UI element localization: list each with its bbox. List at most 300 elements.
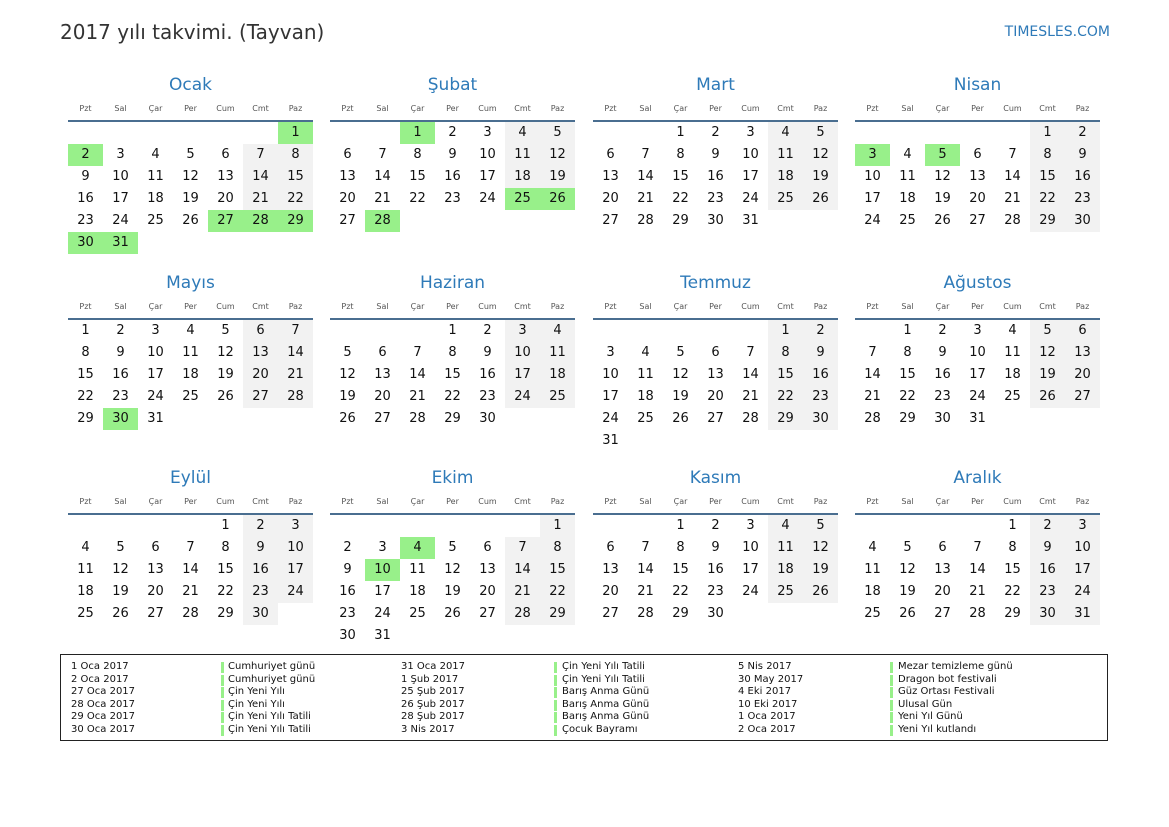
day-cell: 3 xyxy=(1065,515,1100,537)
legend-date: 1 Şub 2017 xyxy=(401,673,459,685)
day-cell: 18 xyxy=(899,191,916,206)
empty-cell xyxy=(208,122,243,144)
holiday-day-cell: 29 xyxy=(278,210,313,232)
weekday-label: Cmt xyxy=(777,302,794,311)
day-cell: 25 xyxy=(182,389,199,404)
day-cell: 11 xyxy=(637,367,654,382)
empty-cell xyxy=(663,320,698,342)
empty-cell xyxy=(855,122,890,144)
day-cell: 14 xyxy=(969,562,986,577)
day-cell: 12 xyxy=(444,562,461,577)
weekday-label: Cmt xyxy=(1039,104,1056,113)
legend-holiday-name: Barış Anma Günü xyxy=(562,711,650,722)
day-grid xyxy=(855,515,1100,625)
empty-cell xyxy=(960,122,995,144)
day-cell: 27 xyxy=(147,606,164,621)
holiday-day-cell: 2 xyxy=(68,144,103,166)
weekday-label: Per xyxy=(184,302,197,311)
weekday-label: Paz xyxy=(813,104,828,113)
day-cell: 15 xyxy=(77,367,94,382)
empty-cell xyxy=(400,515,435,537)
day-cell: 26 xyxy=(803,581,838,603)
day-cell: 23 xyxy=(77,213,94,228)
day-grid xyxy=(593,515,838,625)
month-name: Nisan xyxy=(953,75,1002,95)
day-cell: 27 xyxy=(243,386,278,408)
day-cell: 25 xyxy=(637,411,654,426)
day-cell: 1 xyxy=(903,323,912,338)
weekday-label: Sal xyxy=(901,104,914,113)
day-cell: 19 xyxy=(540,166,575,188)
holiday-day-cell: 26 xyxy=(540,188,575,210)
holiday-day-cell: 28 xyxy=(243,210,278,232)
legend-holiday-name: Çin Yeni Yılı Tatili xyxy=(562,673,645,685)
day-cell: 28 xyxy=(1004,213,1021,228)
day-cell: 18 xyxy=(1004,367,1021,382)
weekday-label: Sal xyxy=(639,497,652,506)
day-cell: 28 xyxy=(637,606,654,621)
legend-marker xyxy=(554,725,557,736)
day-grid xyxy=(855,320,1100,430)
day-cell: 6 xyxy=(938,540,947,555)
day-cell: 9 xyxy=(1030,537,1065,559)
day-cell: 11 xyxy=(1004,345,1021,360)
weekday-label: Cmt xyxy=(1039,497,1056,506)
day-cell: 20 xyxy=(707,389,724,404)
holiday-day-cell: 5 xyxy=(925,144,960,166)
day-cell: 26 xyxy=(217,389,234,404)
weekday-label: Çar xyxy=(673,302,688,311)
day-cell: 10 xyxy=(112,169,129,184)
day-cell: 18 xyxy=(768,559,803,581)
month-name: Aralık xyxy=(953,468,1002,488)
day-cell: 22 xyxy=(217,584,234,599)
day-cell: 30 xyxy=(707,606,724,621)
legend-marker xyxy=(554,700,557,711)
day-cell: 25 xyxy=(899,213,916,228)
weekday-label: Per xyxy=(709,497,722,506)
day-cell: 26 xyxy=(182,213,199,228)
day-cell: 28 xyxy=(969,606,986,621)
day-cell: 18 xyxy=(77,584,94,599)
day-cell: 22 xyxy=(1030,188,1065,210)
weekday-label: Per xyxy=(184,104,197,113)
legend-holiday-name: Dragon bot festivali xyxy=(898,673,997,685)
day-cell: 20 xyxy=(602,191,619,206)
day-cell: 21 xyxy=(374,191,391,206)
empty-cell xyxy=(925,515,960,537)
day-cell: 21 xyxy=(505,581,540,603)
day-cell: 2 xyxy=(1065,122,1100,144)
day-cell: 23 xyxy=(1065,188,1100,210)
day-cell: 12 xyxy=(1030,342,1065,364)
holiday-day-cell: 27 xyxy=(208,210,243,232)
weekday-header xyxy=(68,298,313,320)
day-cell: 5 xyxy=(903,540,912,555)
weekday-label: Per xyxy=(446,497,459,506)
day-cell: 25 xyxy=(1004,389,1021,404)
day-cell: 5 xyxy=(803,515,838,537)
day-cell: 17 xyxy=(602,389,619,404)
day-cell: 12 xyxy=(803,537,838,559)
weekday-label: Sal xyxy=(376,104,389,113)
day-cell: 21 xyxy=(742,389,759,404)
weekday-label: Cmt xyxy=(514,497,531,506)
legend-date: 25 Şub 2017 xyxy=(401,686,465,697)
day-cell: 15 xyxy=(1030,166,1065,188)
day-cell: 30 xyxy=(934,411,951,426)
weekday-header xyxy=(855,298,1100,320)
weekday-label: Pzt xyxy=(79,104,92,113)
day-cell: 29 xyxy=(672,606,689,621)
day-cell: 3 xyxy=(973,323,982,338)
day-cell: 1 xyxy=(1008,518,1017,533)
day-cell: 20 xyxy=(969,191,986,206)
day-cell: 20 xyxy=(217,191,234,206)
day-cell: 11 xyxy=(147,169,164,184)
empty-cell xyxy=(68,515,103,537)
holiday-day-cell: 31 xyxy=(103,232,138,254)
holiday-day-cell: 30 xyxy=(68,232,103,254)
day-cell: 28 xyxy=(742,411,759,426)
empty-cell xyxy=(890,122,925,144)
day-cell: 4 xyxy=(151,147,160,162)
month-name: Temmuz xyxy=(680,273,751,293)
empty-cell xyxy=(365,320,400,342)
empty-cell xyxy=(995,122,1030,144)
day-cell: 9 xyxy=(343,562,352,577)
day-cell: 14 xyxy=(374,169,391,184)
holiday-legend xyxy=(60,654,1108,741)
day-cell: 24 xyxy=(112,213,129,228)
month-block xyxy=(68,467,313,625)
day-cell: 20 xyxy=(602,584,619,599)
day-cell: 5 xyxy=(803,122,838,144)
day-cell: 12 xyxy=(339,367,356,382)
day-cell: 1 xyxy=(221,518,230,533)
empty-cell xyxy=(330,320,365,342)
day-cell: 21 xyxy=(409,389,426,404)
weekday-label: Cmt xyxy=(514,302,531,311)
day-cell: 7 xyxy=(973,540,982,555)
weekday-label: Cum xyxy=(741,497,760,506)
weekday-label: Sal xyxy=(376,497,389,506)
day-cell: 27 xyxy=(374,411,391,426)
day-cell: 29 xyxy=(540,603,575,625)
day-cell: 22 xyxy=(77,389,94,404)
weekday-label: Paz xyxy=(1075,497,1090,506)
empty-cell xyxy=(960,515,995,537)
weekday-label: Çar xyxy=(410,302,425,311)
day-cell: 6 xyxy=(483,540,492,555)
day-cell: 17 xyxy=(742,562,759,577)
weekday-header xyxy=(68,100,313,122)
day-cell: 3 xyxy=(746,125,755,140)
day-cell: 17 xyxy=(112,191,129,206)
weekday-label: Paz xyxy=(813,302,828,311)
day-cell: 15 xyxy=(672,562,689,577)
day-cell: 21 xyxy=(637,191,654,206)
weekday-label: Pzt xyxy=(604,104,617,113)
weekday-label: Per xyxy=(971,497,984,506)
day-cell: 13 xyxy=(1065,342,1100,364)
legend-date: 2 Oca 2017 xyxy=(71,673,129,685)
day-cell: 11 xyxy=(505,144,540,166)
day-cell: 8 xyxy=(221,540,230,555)
day-cell: 16 xyxy=(243,559,278,581)
holiday-day-cell: 25 xyxy=(505,188,540,210)
day-cell: 27 xyxy=(707,411,724,426)
day-cell: 18 xyxy=(147,191,164,206)
weekday-header xyxy=(68,493,313,515)
day-cell: 10 xyxy=(742,540,759,555)
day-cell: 8 xyxy=(768,342,803,364)
day-cell: 30 xyxy=(479,411,496,426)
weekday-label: Sal xyxy=(639,104,652,113)
day-cell: 5 xyxy=(540,122,575,144)
day-cell: 13 xyxy=(934,562,951,577)
weekday-label: Çar xyxy=(673,497,688,506)
day-cell: 2 xyxy=(711,518,720,533)
day-cell: 3 xyxy=(606,345,615,360)
day-cell: 31 xyxy=(1065,603,1100,625)
day-cell: 26 xyxy=(112,606,129,621)
day-cell: 6 xyxy=(973,147,982,162)
empty-cell xyxy=(593,515,628,537)
day-cell: 6 xyxy=(711,345,720,360)
month-name: Şubat xyxy=(427,75,478,95)
day-grid xyxy=(68,320,313,430)
weekday-label: Per xyxy=(709,302,722,311)
day-cell: 9 xyxy=(711,147,720,162)
weekday-label: Cum xyxy=(216,104,235,113)
empty-cell xyxy=(365,122,400,144)
day-cell: 18 xyxy=(768,166,803,188)
weekday-label: Pzt xyxy=(341,497,354,506)
day-cell: 23 xyxy=(803,386,838,408)
day-cell: 13 xyxy=(602,169,619,184)
day-cell: 14 xyxy=(1004,169,1021,184)
day-cell: 22 xyxy=(672,191,689,206)
day-cell: 23 xyxy=(243,581,278,603)
weekday-label: Sal xyxy=(639,302,652,311)
weekday-label: Pzt xyxy=(79,302,92,311)
day-grid xyxy=(593,122,838,232)
legend-date: 1 Oca 2017 xyxy=(738,711,796,722)
day-cell: 6 xyxy=(151,540,160,555)
day-cell: 15 xyxy=(409,169,426,184)
legend-holiday-name: Yeni Yıl kutlandı xyxy=(898,723,977,735)
day-cell: 26 xyxy=(1030,386,1065,408)
weekday-label: Per xyxy=(971,302,984,311)
day-cell: 30 xyxy=(339,628,356,643)
empty-cell xyxy=(103,515,138,537)
day-cell: 9 xyxy=(803,342,838,364)
month-block xyxy=(855,272,1100,430)
month-name: Ocak xyxy=(169,75,212,95)
day-cell: 28 xyxy=(864,411,881,426)
day-cell: 5 xyxy=(116,540,125,555)
legend-holiday-name: Çin Yeni Yılı xyxy=(228,686,285,697)
day-cell: 19 xyxy=(112,584,129,599)
day-cell: 12 xyxy=(934,169,951,184)
day-cell: 28 xyxy=(182,606,199,621)
day-cell: 19 xyxy=(934,191,951,206)
day-cell: 10 xyxy=(479,147,496,162)
day-cell: 14 xyxy=(409,367,426,382)
weekday-label: Cum xyxy=(478,302,497,311)
weekday-label: Sal xyxy=(114,104,127,113)
legend-marker xyxy=(221,687,224,698)
day-cell: 4 xyxy=(768,515,803,537)
weekday-header xyxy=(855,100,1100,122)
day-cell: 4 xyxy=(186,323,195,338)
day-cell: 18 xyxy=(505,166,540,188)
day-cell: 5 xyxy=(186,147,195,162)
weekday-label: Sal xyxy=(376,302,389,311)
weekday-label: Çar xyxy=(148,497,163,506)
day-cell: 24 xyxy=(864,213,881,228)
legend-date: 28 Oca 2017 xyxy=(71,698,136,710)
day-cell: 14 xyxy=(278,342,313,364)
day-cell: 17 xyxy=(479,169,496,184)
day-cell: 13 xyxy=(969,169,986,184)
day-cell: 1 xyxy=(81,323,90,338)
empty-cell xyxy=(138,122,173,144)
day-cell: 1 xyxy=(676,125,685,140)
day-cell: 25 xyxy=(77,606,94,621)
day-cell: 31 xyxy=(147,411,164,426)
day-cell: 11 xyxy=(182,345,199,360)
legend-holiday-name: Barış Anma Günü xyxy=(562,698,650,710)
day-cell: 29 xyxy=(899,411,916,426)
day-cell: 16 xyxy=(707,562,724,577)
holiday-day-cell: 10 xyxy=(365,559,400,581)
weekday-label: Cum xyxy=(478,497,497,506)
day-cell: 22 xyxy=(899,389,916,404)
day-cell: 14 xyxy=(637,169,654,184)
weekday-label: Pzt xyxy=(604,302,617,311)
day-cell: 5 xyxy=(343,345,352,360)
day-cell: 23 xyxy=(444,191,461,206)
day-cell: 8 xyxy=(81,345,90,360)
day-cell: 7 xyxy=(746,345,755,360)
day-grid xyxy=(68,122,313,254)
legend-holiday-name: Çin Yeni Yılı Tatili xyxy=(562,661,645,672)
weekday-label: Pzt xyxy=(341,302,354,311)
day-cell: 30 xyxy=(1030,603,1065,625)
day-cell: 25 xyxy=(409,606,426,621)
weekday-label: Pzt xyxy=(866,497,879,506)
empty-cell xyxy=(628,515,663,537)
day-cell: 6 xyxy=(343,147,352,162)
weekday-header xyxy=(593,493,838,515)
legend-holiday-name: Cumhuriyet günü xyxy=(228,673,316,685)
day-cell: 4 xyxy=(505,122,540,144)
weekday-label: Çar xyxy=(410,104,425,113)
legend-date: 3 Nis 2017 xyxy=(401,723,455,735)
weekday-label: Cum xyxy=(216,302,235,311)
day-cell: 12 xyxy=(672,367,689,382)
day-cell: 26 xyxy=(444,606,461,621)
day-cell: 7 xyxy=(505,537,540,559)
empty-cell xyxy=(173,122,208,144)
day-cell: 11 xyxy=(540,342,575,364)
day-cell: 20 xyxy=(934,584,951,599)
weekday-label: Cum xyxy=(1003,497,1022,506)
empty-cell xyxy=(698,320,733,342)
empty-cell xyxy=(68,122,103,144)
day-cell: 10 xyxy=(864,169,881,184)
day-cell: 27 xyxy=(602,213,619,228)
site-link[interactable]: TIMESLES.COM xyxy=(1004,24,1110,40)
day-cell: 15 xyxy=(444,367,461,382)
empty-cell xyxy=(593,122,628,144)
weekday-label: Çar xyxy=(148,302,163,311)
legend-date: 31 Oca 2017 xyxy=(401,661,466,672)
legend-holiday-name: Güz Ortası Festivali xyxy=(898,686,995,697)
day-cell: 22 xyxy=(1004,584,1021,599)
day-cell: 17 xyxy=(278,559,313,581)
legend-date: 29 Oca 2017 xyxy=(71,711,136,722)
day-cell: 20 xyxy=(147,584,164,599)
month-block xyxy=(855,74,1100,232)
day-cell: 14 xyxy=(637,562,654,577)
legend-date: 4 Eki 2017 xyxy=(738,686,792,697)
day-cell: 28 xyxy=(278,386,313,408)
day-cell: 24 xyxy=(742,584,759,599)
day-cell: 4 xyxy=(1008,323,1017,338)
day-cell: 22 xyxy=(672,584,689,599)
day-cell: 27 xyxy=(1065,386,1100,408)
day-cell: 11 xyxy=(768,537,803,559)
day-cell: 9 xyxy=(1065,144,1100,166)
day-cell: 27 xyxy=(479,606,496,621)
day-cell: 2 xyxy=(483,323,492,338)
weekday-label: Cmt xyxy=(514,104,531,113)
day-cell: 31 xyxy=(602,433,619,448)
day-cell: 29 xyxy=(77,411,94,426)
day-cell: 3 xyxy=(378,540,387,555)
day-cell: 9 xyxy=(81,169,90,184)
legend-date: 10 Eki 2017 xyxy=(738,698,798,710)
legend-date: 2 Oca 2017 xyxy=(738,723,796,735)
day-cell: 3 xyxy=(278,515,313,537)
day-cell: 16 xyxy=(934,367,951,382)
day-cell: 23 xyxy=(112,389,129,404)
day-cell: 22 xyxy=(768,386,803,408)
legend-marker xyxy=(890,725,893,736)
weekday-label: Pzt xyxy=(866,104,879,113)
day-cell: 9 xyxy=(243,537,278,559)
weekday-label: Pzt xyxy=(79,497,92,506)
empty-cell xyxy=(593,320,628,342)
day-cell: 26 xyxy=(934,213,951,228)
day-cell: 4 xyxy=(81,540,90,555)
day-cell: 1 xyxy=(676,518,685,533)
day-cell: 30 xyxy=(1065,210,1100,232)
day-cell: 3 xyxy=(151,323,160,338)
day-cell: 4 xyxy=(868,540,877,555)
empty-cell xyxy=(365,515,400,537)
legend-date: 5 Nis 2017 xyxy=(738,661,792,672)
weekday-label: Cmt xyxy=(777,104,794,113)
legend-marker xyxy=(554,675,557,686)
day-cell: 24 xyxy=(374,606,391,621)
empty-cell xyxy=(103,122,138,144)
weekday-label: Pzt xyxy=(341,104,354,113)
empty-cell xyxy=(330,122,365,144)
